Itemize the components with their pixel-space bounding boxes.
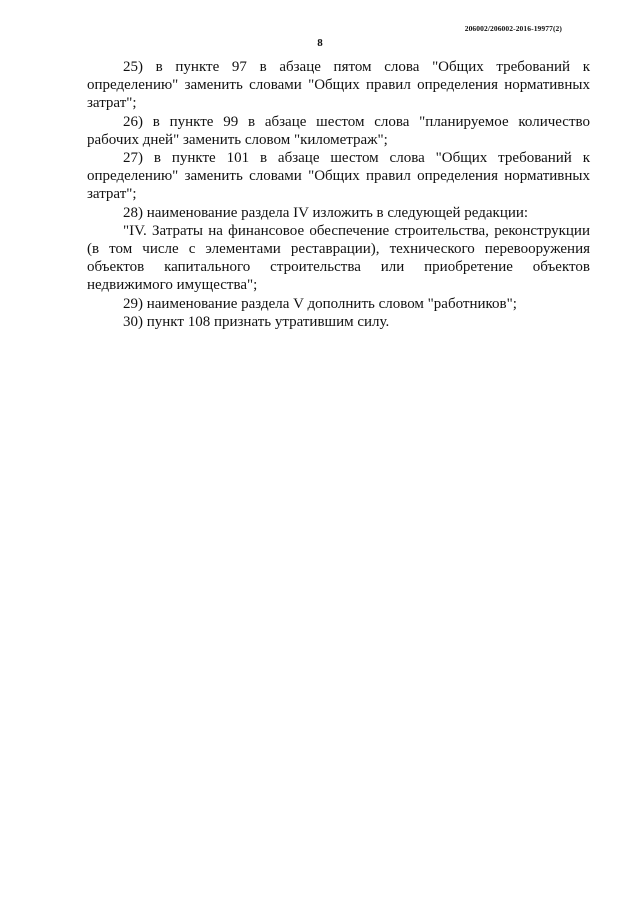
page-number: 8 — [317, 37, 323, 49]
paragraph-section-iv-title: "IV. Затраты на финансовое обеспечение строительства, реконструкции (в том числе с элементами реставрации), технического перевооружения объектов капитального строительства или приобретение объектов недвижимого имущества"; — [87, 222, 590, 294]
document-id: 206002/206002-2016-19977(2) — [464, 24, 562, 33]
paragraph-28: 28) наименование раздела IV изложить в следующей редакции: — [123, 204, 529, 221]
paragraph-26: 26) в пункте 99 в абзаце шестом слова "планируемое количество рабочих дней" заменить словом "километраж"; — [87, 113, 590, 148]
paragraph-30: 30) пункт 108 признать утратившим силу. — [123, 313, 390, 330]
document-body — [87, 58, 590, 331]
paragraph-25: 25) в пункте 97 в абзаце пятом слова "Общих требований к определению" заменить словами "Общих правил определения нормативных затрат"; — [87, 59, 590, 112]
paragraph-27: 27) в пункте 101 в абзаце шестом слова "Общих требований к определению" заменить словами "Общих правил определения нормативных затрат"; — [87, 150, 590, 203]
paragraph-29: 29) наименование раздела V дополнить словом "работников"; — [123, 295, 517, 312]
